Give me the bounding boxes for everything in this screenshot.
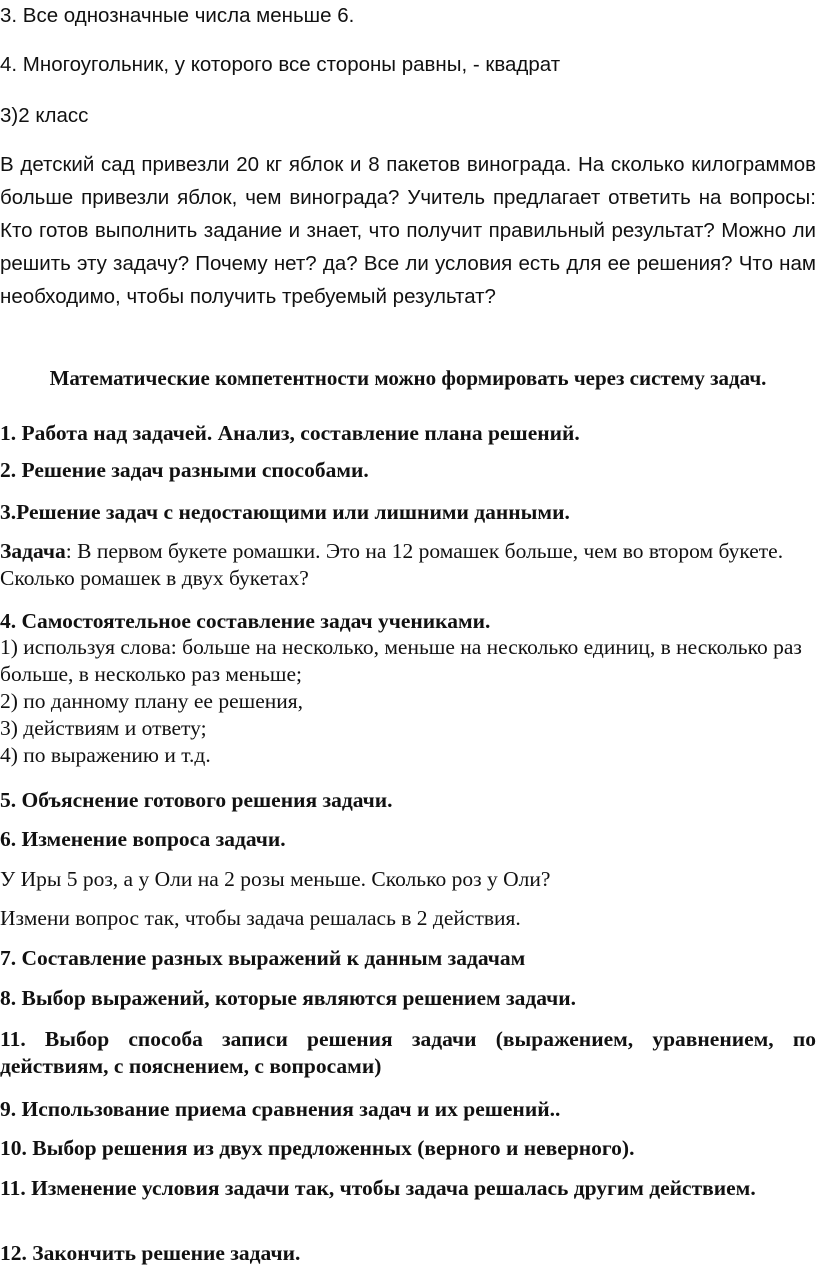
- item-10: 10. Выбор решения из двух предложенных (верного и неверного).: [0, 1136, 635, 1160]
- sublist-entry: 2) по данному плану ее решения,: [0, 689, 304, 713]
- item-5: 5. Объяснение готового решения задачи.: [0, 788, 393, 812]
- section-heading: Математические компетентности можно формировать через систему задач.: [49, 366, 767, 390]
- item-1: 1. Работа над задачей. Анализ, составление плана решений.: [0, 421, 580, 445]
- item-11-b: 11. Изменение условия задачи так, чтобы задача решалась другим действием.: [0, 1176, 756, 1200]
- item-3: 3.Решение задач с недостающими или лишними данными.: [0, 500, 570, 524]
- item-6: 6. Изменение вопроса задачи.: [0, 827, 286, 851]
- item-9: 9. Использование приема сравнения задач и их решений..: [0, 1097, 561, 1121]
- sublist-entry: 3) действиям и ответу;: [0, 716, 207, 740]
- item-6-example: У Иры 5 роз, а у Оли на 2 розы меньше. Сколько роз у Оли?: [0, 867, 551, 891]
- task-label: Задача: [0, 539, 66, 563]
- intro-line-1: 3. Все однозначные числа меньше 6.: [0, 4, 355, 27]
- item-2: 2. Решение задач разными способами.: [0, 458, 369, 482]
- problem-paragraph: В детский сад привезли 20 кг яблок и 8 пакетов винограда. На сколько килограммов больше привезли яблок, чем винограда? Учитель предлагает ответить на вопросы: Кто готов выполнить задание и знает, что получит правильный результат? Можно ли решить эту задачу? Почему нет? да? Все ли условия есть для ее решения? Что нам необходимо, чтобы получить требуемый результат?: [0, 153, 816, 308]
- task-text: : В первом букете ромашки. Это на 12 ромашек больше, чем во втором букете. Сколько ромашек в двух букетах?: [0, 539, 784, 590]
- item-8: 8. Выбор выражений, которые являются решением задачи.: [0, 986, 577, 1010]
- item-6-instruction: Измени вопрос так, чтобы задача решалась в 2 действия.: [0, 906, 521, 930]
- intro-line-2: 4. Многоугольник, у которого все стороны равны, - квадрат: [0, 53, 561, 76]
- item-12: 12. Закончить решение задачи.: [0, 1241, 301, 1265]
- item-11-a: 11. Выбор способа записи решения задачи (выражением, уравнением, по действиям, с пояснением, с вопросами): [0, 1027, 816, 1078]
- sublist-entry: 4) по выражению и т.д.: [0, 743, 211, 767]
- task-paragraph: [0, 538, 816, 592]
- item-4-sublist: [0, 634, 816, 769]
- grade-label: 3)2 класс: [0, 104, 89, 127]
- item-4: 4. Самостоятельное составление задач учениками.: [0, 609, 491, 633]
- item-7: 7. Составление разных выражений к данным задачам: [0, 946, 526, 970]
- sublist-entry: 1) используя слова: больше на несколько, меньше на несколько единиц, в несколько раз больше, в несколько раз меньше;: [0, 635, 802, 686]
